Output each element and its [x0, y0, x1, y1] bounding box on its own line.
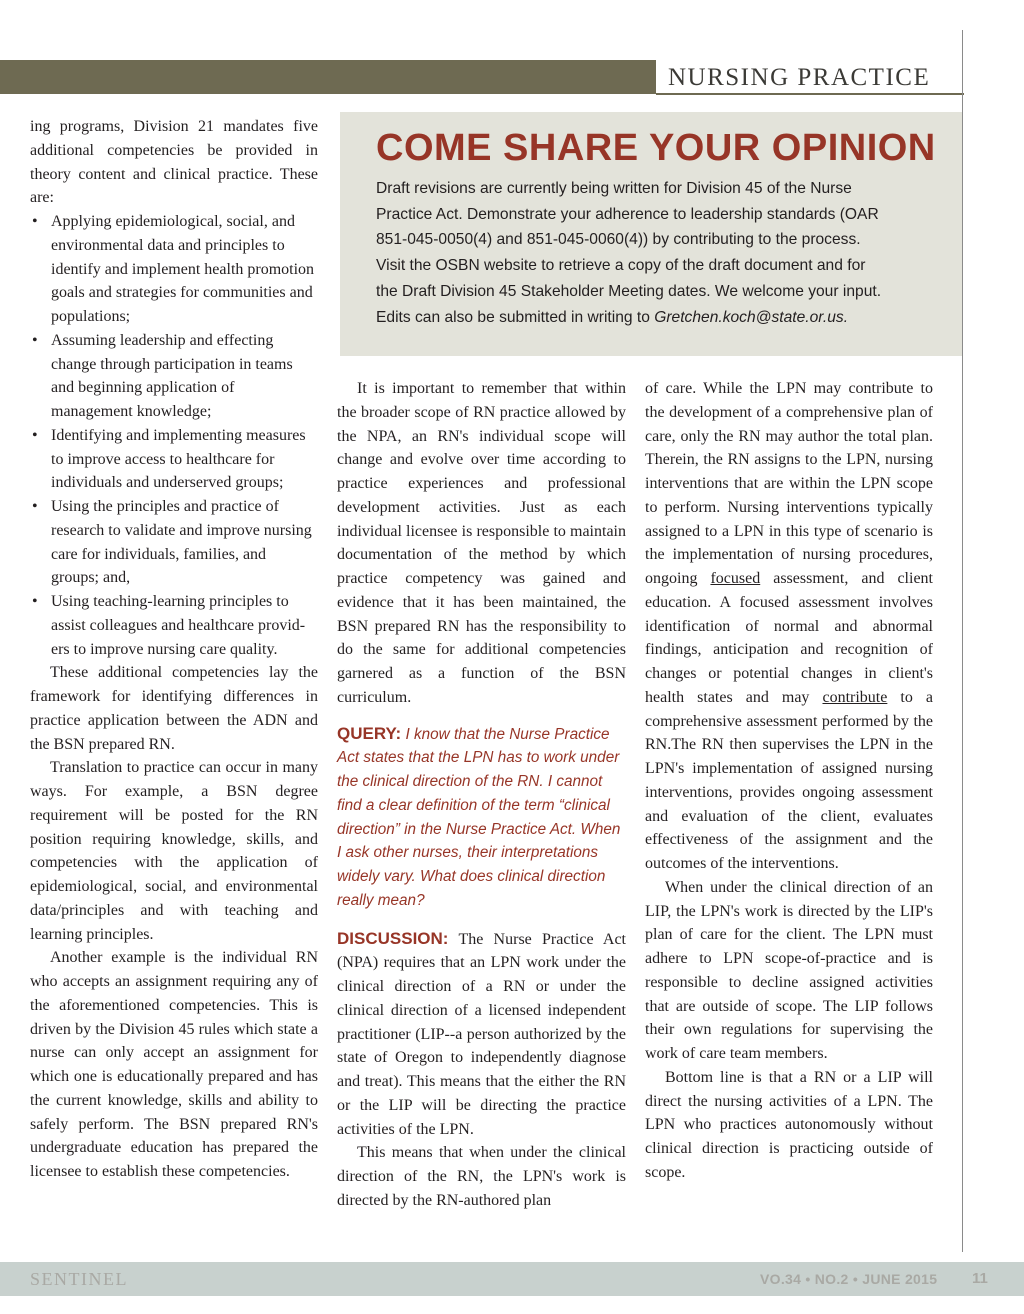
query-label: QUERY:: [337, 723, 402, 743]
sidebar-line: 851-045-0050(4) and 851-045-0060(4)) by contributing to the process.: [376, 231, 861, 249]
page-number: 11: [972, 1270, 988, 1287]
col3-paragraph: [645, 377, 933, 876]
query-text: I know that the Nurse Practice Act states that the LPN has to work under the clinical direction of the RN. I cannot find a clear definition of the term “clinical direction” in the Nurse Practice Act. When I ask other nurses, their interpretations widely vary. What does clinical direction really mean?: [337, 725, 621, 909]
column-2: [337, 377, 626, 1213]
header-rule: [656, 93, 964, 95]
col3-paragraph: When under the clinical direction of an LIP, the LPN's work is directed by the LIP's plan of care for the client. The LPN must adhere to LPN scope-of-practice and is responsible to decline assigned activities that are outside of scope. The LIP follows their own regulations for supervising the work of care team members.: [645, 878, 933, 1062]
col1-intro: ing programs, Division 21 mandates five additional competencies be provided in theory content and clinical practice. These are:: [30, 118, 318, 207]
sidebar-line: Practice Act. Demonstrate your adherence to leadership standards (OAR: [376, 205, 879, 223]
discussion-text: The Nurse Practice Act (NPA) requires that an LPN work under the clinical direction of a RN or under the clinical direction of a licensed independent practitioner (LIP--a person authorized by the state of Oregon to independently diagnose and treat). This means that the either the RN or the LIP will be directing the practice activities of the LPN.: [337, 930, 627, 1138]
col1-paragraph: These additional competencies lay the framework for identifying differences in practice application between the ADN and the BSN prepared RN.: [30, 664, 318, 753]
sidebar-title: COME SHARE YOUR OPINION: [376, 127, 936, 169]
sidebar-line: Visit the OSBN website to retrieve a copy of the draft document and for: [376, 257, 866, 275]
col3-text: of care. While the LPN may contribute to the development of a comprehensive plan of care, only the RN may author the total plan. Therein, the RN assigns to the LPN, nursing interventions that are within the LPN scope to perform. Nursing interventions typically assigned to a LPN in this type of scenario is the implementation of nursing procedures, ongoing: [645, 380, 933, 587]
col2-paragraph: This means that when under the clinical direction of the RN, the LPN's work is directed by the RN-authored plan: [337, 1144, 626, 1209]
col1-paragraph: Translation to practice can occur in many ways. For example, a BSN degree requirement will be posted for the RN position requiring knowledge, skills, and competencies with the application of epidemiological, social, and environmental data/principles and with teaching and learning principles.: [30, 759, 318, 943]
page-edge-rule: [962, 30, 963, 1252]
sidebar-line: Draft revisions are currently being written for Division 45 of the Nurse: [376, 180, 852, 197]
list-item: • Using the principles and practice of research to validate and improve nursing care for individuals, families, and groups; and,: [30, 495, 318, 590]
list-item: • Using teaching-learning principles to assist colleagues and healthcare provid-ers to improve nursing care quality.: [30, 590, 318, 661]
list-item: • Assuming leadership and effecting change through participation in teams and beginning application of management knowledge;: [30, 329, 318, 424]
list-item: • Identifying and implementing measures to improve access to healthcare for individuals and underserved groups;: [30, 424, 318, 495]
underlined-term: contribute: [822, 688, 888, 706]
publication-name: SENTINEL: [30, 1269, 128, 1289]
sidebar-line: [376, 305, 944, 331]
sidebar-line: the Draft Division 45 Stakeholder Meeting dates. We welcome your input.: [376, 282, 882, 300]
list-item: • Applying epidemiological, social, and environmental data and principles to identify and implement health promotion goals and strategies for communities and populations;: [30, 210, 318, 329]
col3-text: to a comprehensive assessment performed by the RN.The RN then supervises the LPN in the LPN's implementation of assigned nursing interventions, provides ongoing assessment and evaluation of the client, evaluates effectiveness of the assignment and the outcomes of the interventions.: [645, 688, 933, 872]
col3-paragraph: Bottom line is that a RN or a LIP will direct the nursing activities of a LPN. The LPN who practices autonomously without clinical direction is practicing outside of scope.: [645, 1068, 933, 1181]
column-3: [645, 377, 933, 1185]
underlined-term: focused: [710, 570, 761, 587]
opinion-sidebar: [340, 112, 962, 356]
competency-list: [30, 210, 318, 661]
issue-info: VO.34 • NO.2 • JUNE 2015: [760, 1271, 938, 1287]
col3-text: assessment, and client education. A focused assessment involves identification of normal and abnormal findings, anticipation and recognition of changes or potential changes in client's health states and may: [645, 570, 933, 706]
sidebar-body: [376, 176, 944, 330]
sidebar-line-prefix: Edits can also be submitted in writing to: [376, 308, 655, 326]
discussion-block: [337, 927, 626, 1142]
section-title: NURSING PRACTICE: [668, 64, 931, 91]
email-link[interactable]: Gretchen.koch@state.or.us.: [654, 308, 849, 326]
page-footer: [0, 1262, 1024, 1296]
column-1: [30, 115, 318, 1184]
discussion-label: DISCUSSION:: [337, 928, 449, 948]
header-band: [0, 60, 656, 94]
col2-paragraph: It is important to remember that within the broader scope of RN practice allowed by the NPA, an RN's individual scope will change and evolve over time according to practice experiences and professional development activities. Just as each individual licensee is responsible to maintain documentation of the method by which practice competency was gained and evidence that it has been maintained, the BSN prepared RN has the responsibility to do the same for additional competencies garnered as a function of the BSN curriculum.: [337, 380, 626, 706]
query-block: [337, 722, 626, 913]
col1-paragraph: Another example is the individual RN who accepts an assignment requiring any of the aforementioned competencies. This is driven by the Division 45 rules which state a nurse can only accept an assignment for which one is educationally prepared and has the current knowledge, skills and ability to safely perform. The BSN prepared RN's undergraduate education has prepared the licensee to establish these competencies.: [30, 949, 318, 1180]
